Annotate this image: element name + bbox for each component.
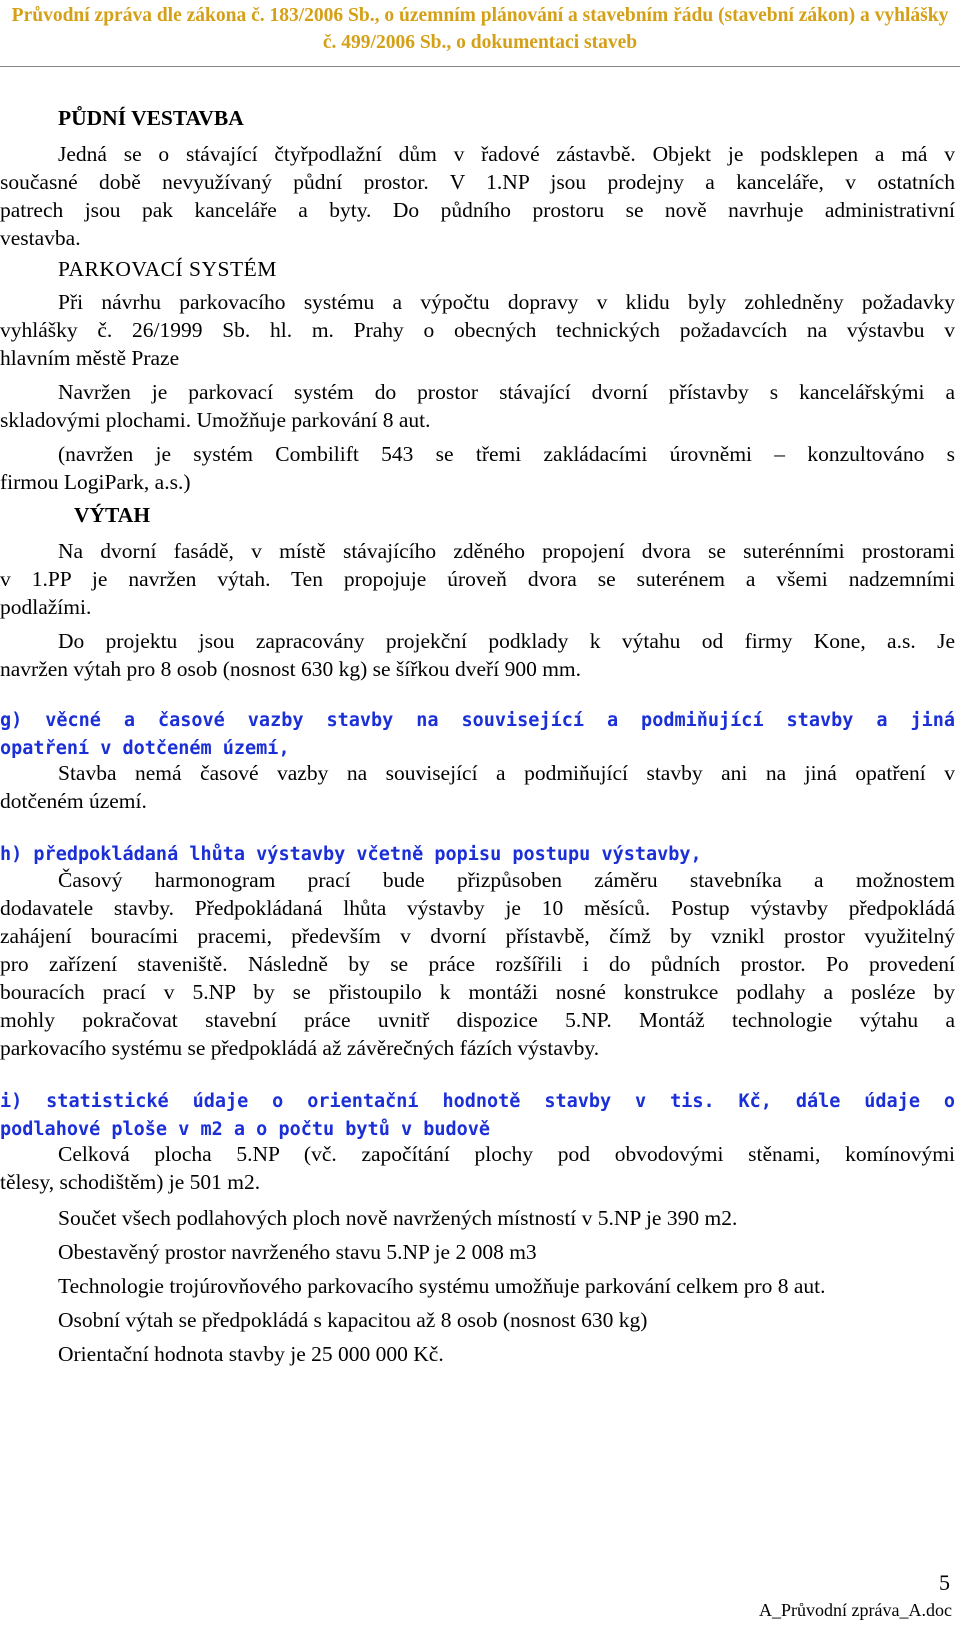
header-line-2: č. 499/2006 Sb., o dokumentaci staveb: [322, 32, 638, 53]
parkovaci-p2-line-1: Navržen je parkovací systém do prostor stávající dvorní přístavby s kancelářskými a: [58, 380, 955, 404]
heading-i-line-2: podlahové ploše v m2 a o počtu bytů v budově: [0, 1119, 491, 1140]
pudni-line-1: Jedná se o stávající čtyřpodlažní dům v řadové zástavbě. Objekt je podsklepen a má v: [58, 142, 955, 166]
page-header: [0, 2, 960, 67]
g-text-line-2: dotčeném území.: [0, 789, 147, 813]
vytah-p1-line-1: Na dvorní fasádě, v místě stávajícího zděného propojení dvora se suterénními prostorami: [58, 539, 955, 563]
i-item-2: Obestavěný prostor navrženého stavu 5.NP je 2 008 m3: [58, 1240, 537, 1264]
vytah-p2-line-2: navržen výtah pro 8 osob (nosnost 630 kg) se šířkou dveří 900 mm.: [0, 657, 582, 681]
parkovaci-p2-line-2: skladovými plochami. Umožňuje parkování 8 aut.: [0, 408, 431, 432]
heading-pudni-vestavba: PŮDNÍ VESTAVBA: [58, 106, 244, 130]
i-p1-line-1: Celková plocha 5.NP (vč. započítání plochy pod obvodovými stěnami, komínovými: [58, 1142, 955, 1166]
g-text-line-1: Stavba nemá časové vazby na související a podmiňující stavby ani na jiná opatření v: [58, 761, 955, 785]
h-text-line-7: parkovacího systému se předpokládá až závěrečných fázích výstavby.: [0, 1036, 600, 1060]
pudni-line-2: současné době nevyužívaný půdní prostor. V 1.NP jsou prodejny a kanceláře, v ostatních: [0, 170, 955, 194]
heading-vytah: VÝTAH: [74, 503, 151, 527]
pudni-line-4: vestavba.: [0, 226, 81, 250]
i-p1-line-2: tělesy, schodištěm) je 501 m2.: [0, 1170, 261, 1194]
heading-parkovaci-system: PARKOVACÍ SYSTÉM: [58, 257, 277, 281]
h-text-line-1: Časový harmonogram prací bude přizpůsoben záměru stavebníka a možnostem: [58, 868, 955, 892]
parkovaci-p3-line-1: (navržen je systém Combilift 543 se třemi zakládacími úrovněmi – konzultováno s: [58, 442, 955, 466]
parkovaci-p1-line-2: vyhlášky č. 26/1999 Sb. hl. m. Prahy o obecných technických požadavcích na výstavbu v: [0, 318, 955, 342]
heading-g-line-2: opatření v dotčeném území,: [0, 738, 290, 759]
parkovaci-p1-line-1: Při návrhu parkovacího systému a výpočtu dopravy v klidu byly zohledněny požadavky: [58, 290, 955, 314]
i-item-1: Součet všech podlahových ploch nově navržených místností v 5.NP je 390 m2.: [58, 1206, 738, 1230]
i-item-4: Osobní výtah se předpokládá s kapacitou až 8 osob (nosnost 630 kg): [58, 1308, 648, 1332]
h-text-line-3: zahájení bouracími pracemi, především v dvorní přístavbě, čímž by vznikl prostor využitelný: [0, 924, 955, 948]
h-text-line-6: mohly pokračovat stavební práce uvnitř dispozice 5.NP. Montáž technologie výtahu a: [0, 1008, 955, 1032]
i-item-3: Technologie trojúrovňového parkovacího systému umožňuje parkování celkem pro 8 aut.: [58, 1274, 826, 1298]
pudni-line-3: patrech jsou pak kanceláře a byty. Do půdního prostoru se nově navrhuje administrativní: [0, 198, 955, 222]
h-text-line-4: pro zařízení staveniště. Následně by se práce rozšířili i do půdních prostor. Po provedení: [0, 952, 955, 976]
header-line-1: Průvodní zpráva dle zákona č. 183/2006 Sb., o územním plánování a stavebním řádu (stavební zákon) a vyhlášky: [11, 5, 949, 26]
footer-filename: A_Průvodní zpráva_A.doc: [759, 1600, 952, 1620]
parkovaci-p1-line-3: hlavním městě Praze: [0, 346, 180, 370]
heading-g-line-1: g) věcné a časové vazby stavby na související a podmiňující stavby a jiná: [0, 710, 955, 731]
vytah-p2-line-1: Do projektu jsou zapracovány projekční podklady k výtahu od firmy Kone, a.s. Je: [58, 629, 955, 653]
heading-i-line-1: i) statistické údaje o orientační hodnotě stavby v tis. Kč, dále údaje o: [0, 1091, 955, 1112]
i-item-5: Orientační hodnota stavby je 25 000 000 Kč.: [58, 1342, 444, 1366]
heading-h: h) předpokládaná lhůta výstavby včetně popisu postupu výstavby,: [0, 844, 702, 865]
parkovaci-p3-line-2: firmou LogiPark, a.s.): [0, 470, 191, 494]
vytah-p1-line-3: podlažími.: [0, 595, 92, 619]
h-text-line-2: dodavatele stavby. Předpokládaná lhůta výstavby je 10 měsíců. Postup výstavby předpokládá: [0, 896, 955, 920]
page-number: 5: [939, 1570, 950, 1595]
vytah-p1-line-2: v 1.PP je navržen výtah. Ten propojuje úroveň dvora se suterénem a všemi nadzemními: [0, 567, 955, 591]
h-text-line-5: bouracích prací v 5.NP by se přistoupilo k montáži nosné konstrukce podlahy a posléze by: [0, 980, 955, 1004]
